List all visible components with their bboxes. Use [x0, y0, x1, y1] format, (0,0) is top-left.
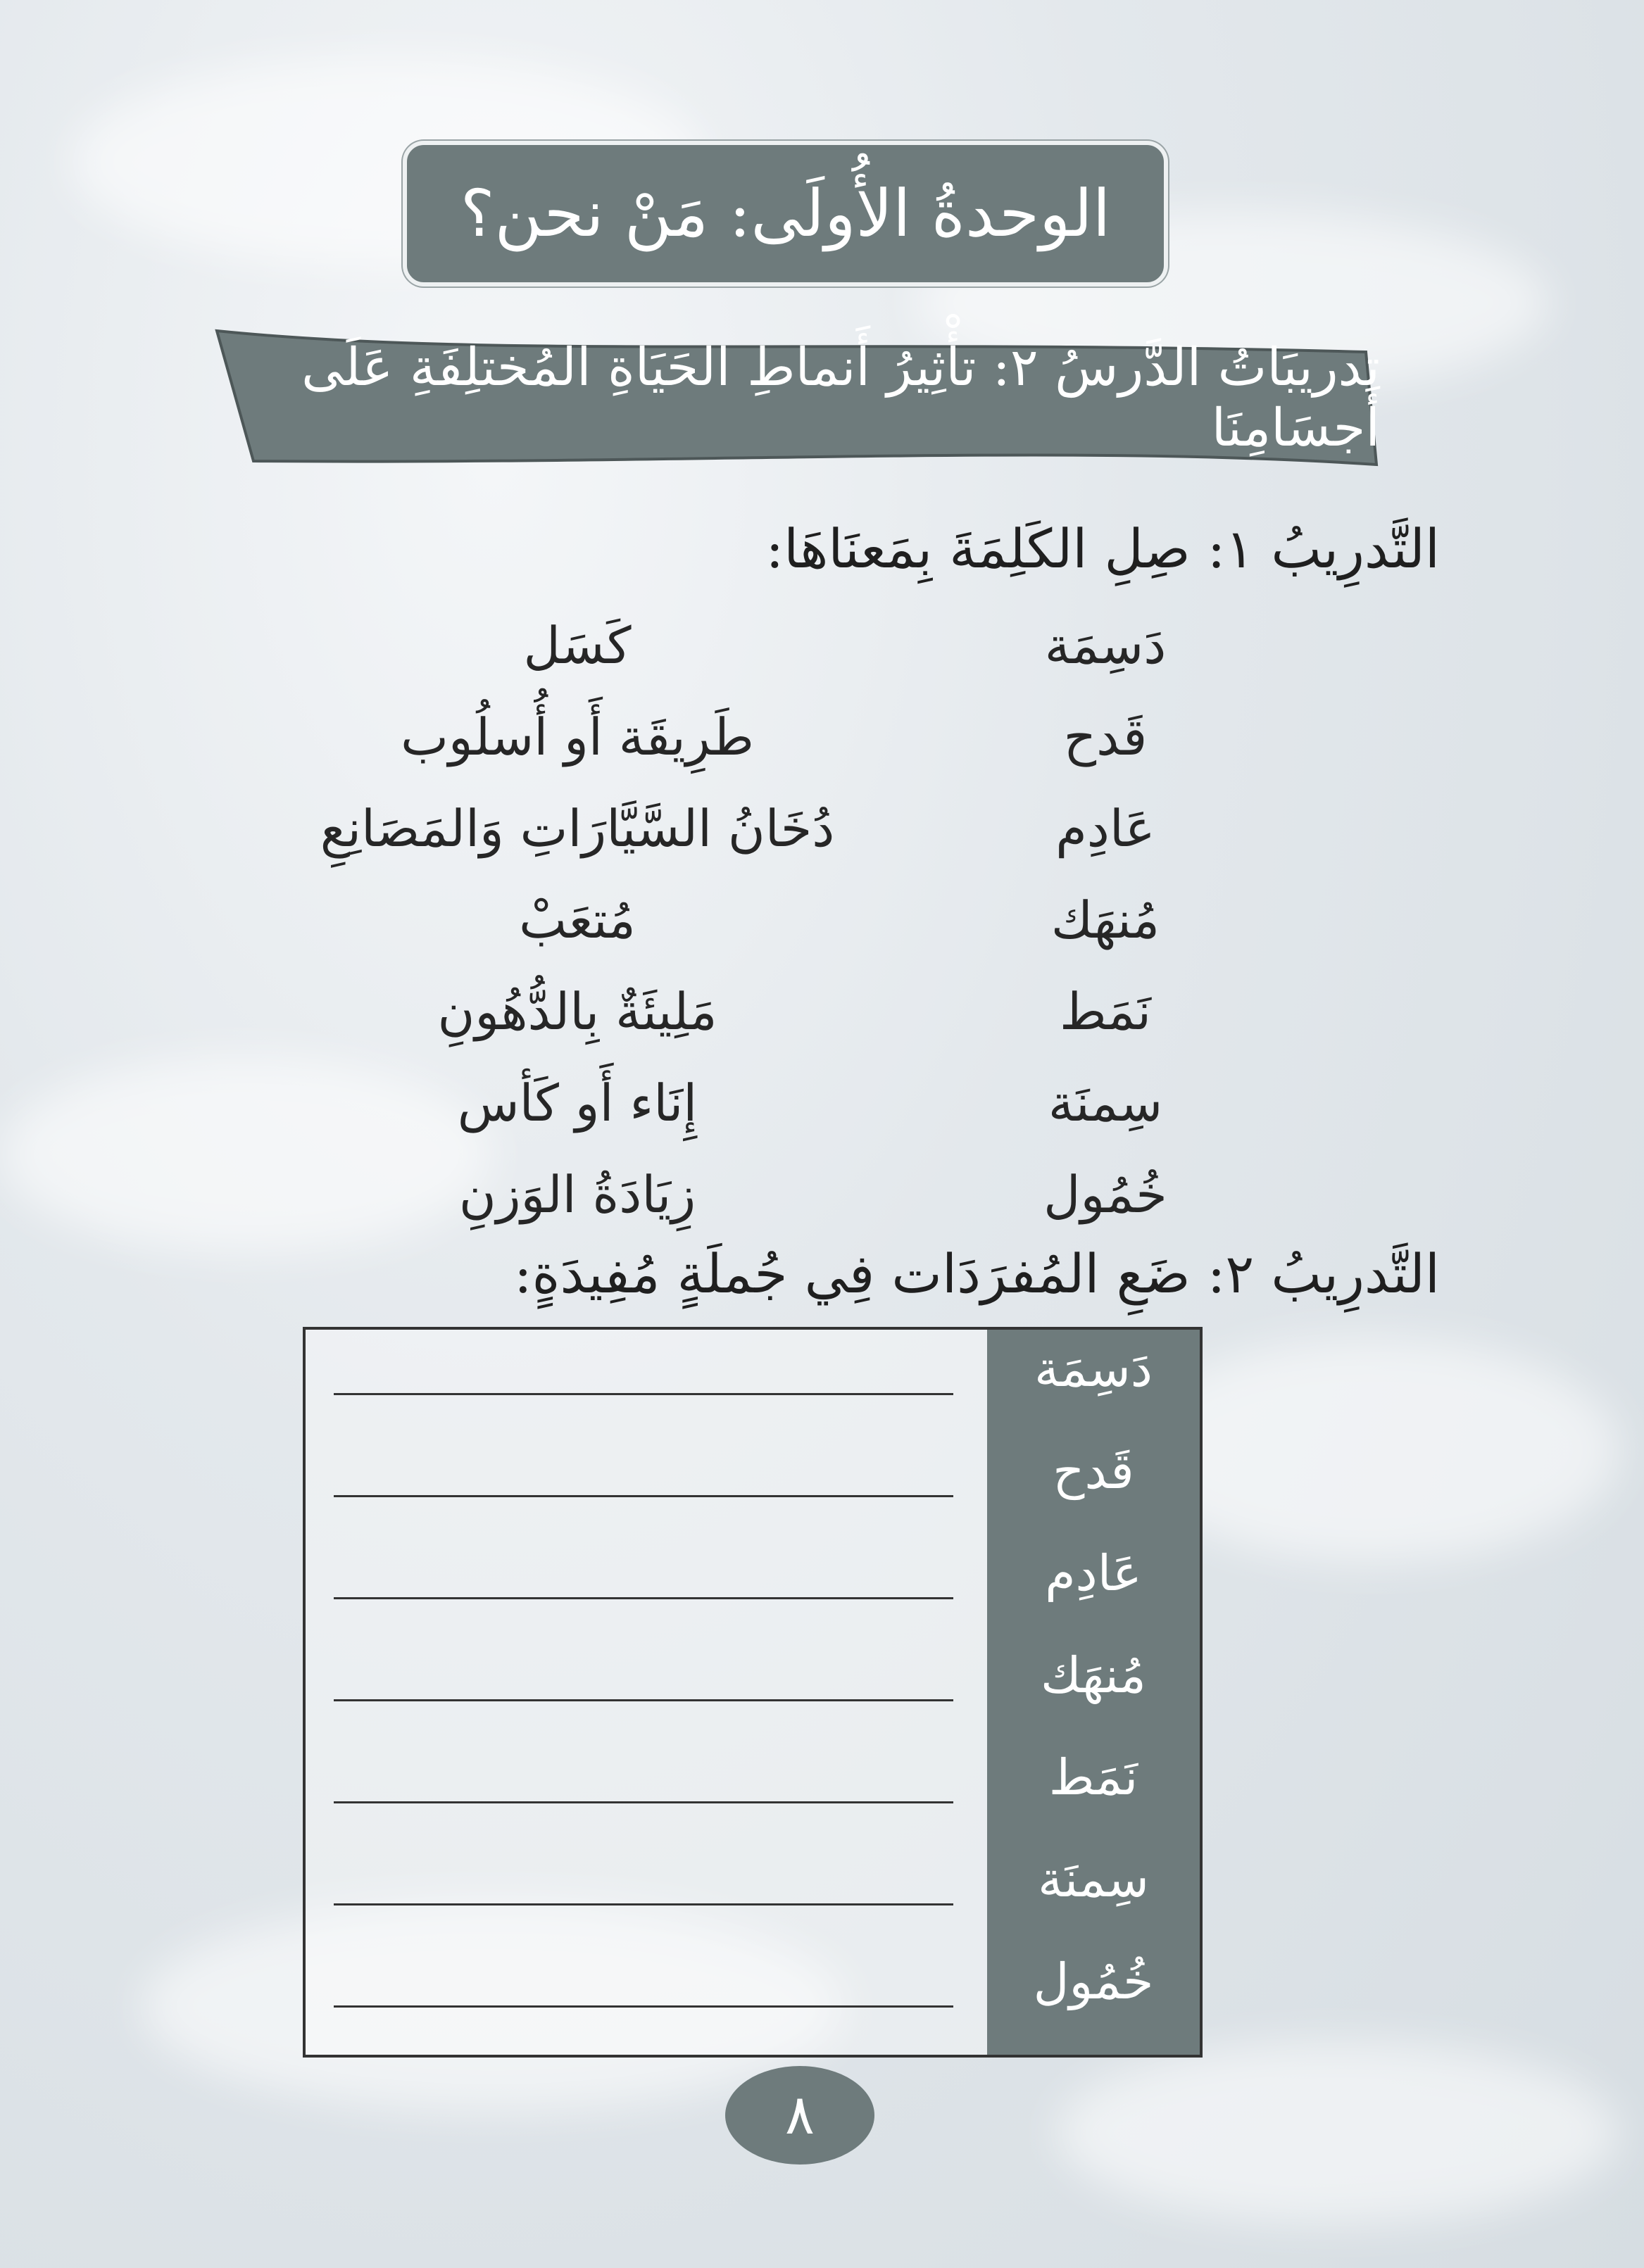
table-word: قَدح — [1053, 1442, 1134, 1500]
match-meaning: إِنَاء أَو كَأس — [457, 1073, 698, 1133]
exercise2-heading: التَّدرِيبُ ٢: ضَعِ المُفرَدَات فِي جُملَةٍ مُفِيدَةٍ: — [514, 1242, 1440, 1305]
lesson-banner — [211, 324, 1380, 472]
unit-title — [403, 141, 1168, 286]
match-meaning: مَلِيئَةٌ بِالدُّهُونِ — [437, 982, 717, 1041]
table-word: خُمُول — [1033, 1953, 1154, 2010]
match-word: مُنهَك — [1050, 890, 1160, 950]
unit-title-text: الوحدةُ الأُولَى: مَنْ نحن؟ — [460, 176, 1111, 251]
answer-line[interactable] — [334, 2005, 953, 2008]
match-word: خُمُول — [1043, 1165, 1167, 1224]
lesson-title: تدريبَاتُ الدَّرسُ ٢: تأْثِيرُ أَنماطِ الحَيَاةِ المُختلِفَةِ عَلَى أَجسَامِنَا — [301, 337, 1380, 458]
answer-line[interactable] — [334, 1801, 953, 1803]
page-number — [725, 2066, 874, 2165]
answer-line[interactable] — [334, 1495, 953, 1497]
match-meaning: كَسَل — [523, 616, 632, 675]
table-word: مُنهَك — [1041, 1646, 1146, 1704]
page-number-text: ٨ — [785, 2084, 815, 2147]
match-meaning: مُتعَبْ — [519, 890, 636, 950]
table-word: دَسِمَة — [1034, 1340, 1153, 1398]
background-cloud — [1056, 2041, 1619, 2224]
table-word: سِمنَة — [1038, 1851, 1149, 1908]
match-word: نَمَط — [1059, 982, 1151, 1041]
answer-line[interactable] — [334, 1903, 953, 1905]
exercise1-heading: التَّدرِيبُ ١: صِلِ الكَلِمَةَ بِمَعنَاهَا: — [765, 517, 1440, 580]
table-word: عَادِم — [1045, 1544, 1142, 1602]
match-word: سِمنَة — [1048, 1073, 1163, 1133]
answer-line[interactable] — [334, 1597, 953, 1599]
answer-line[interactable] — [334, 1699, 953, 1701]
match-word: عَادِم — [1055, 799, 1155, 858]
answer-line[interactable] — [334, 1393, 953, 1395]
match-meaning: طَرِيقَة أَو أُسلُوب — [401, 707, 754, 767]
match-meaning: زِيَادَةُ الوَزنِ — [458, 1165, 696, 1224]
match-word: دَسِمَة — [1044, 616, 1167, 675]
match-word: قَدح — [1063, 707, 1148, 767]
sentence-table — [303, 1327, 1203, 2058]
table-word: نَمَط — [1048, 1749, 1138, 1806]
match-meaning: دُخَانُ السَّيَّارَاتِ وَالمَصَانِعِ — [320, 799, 835, 858]
